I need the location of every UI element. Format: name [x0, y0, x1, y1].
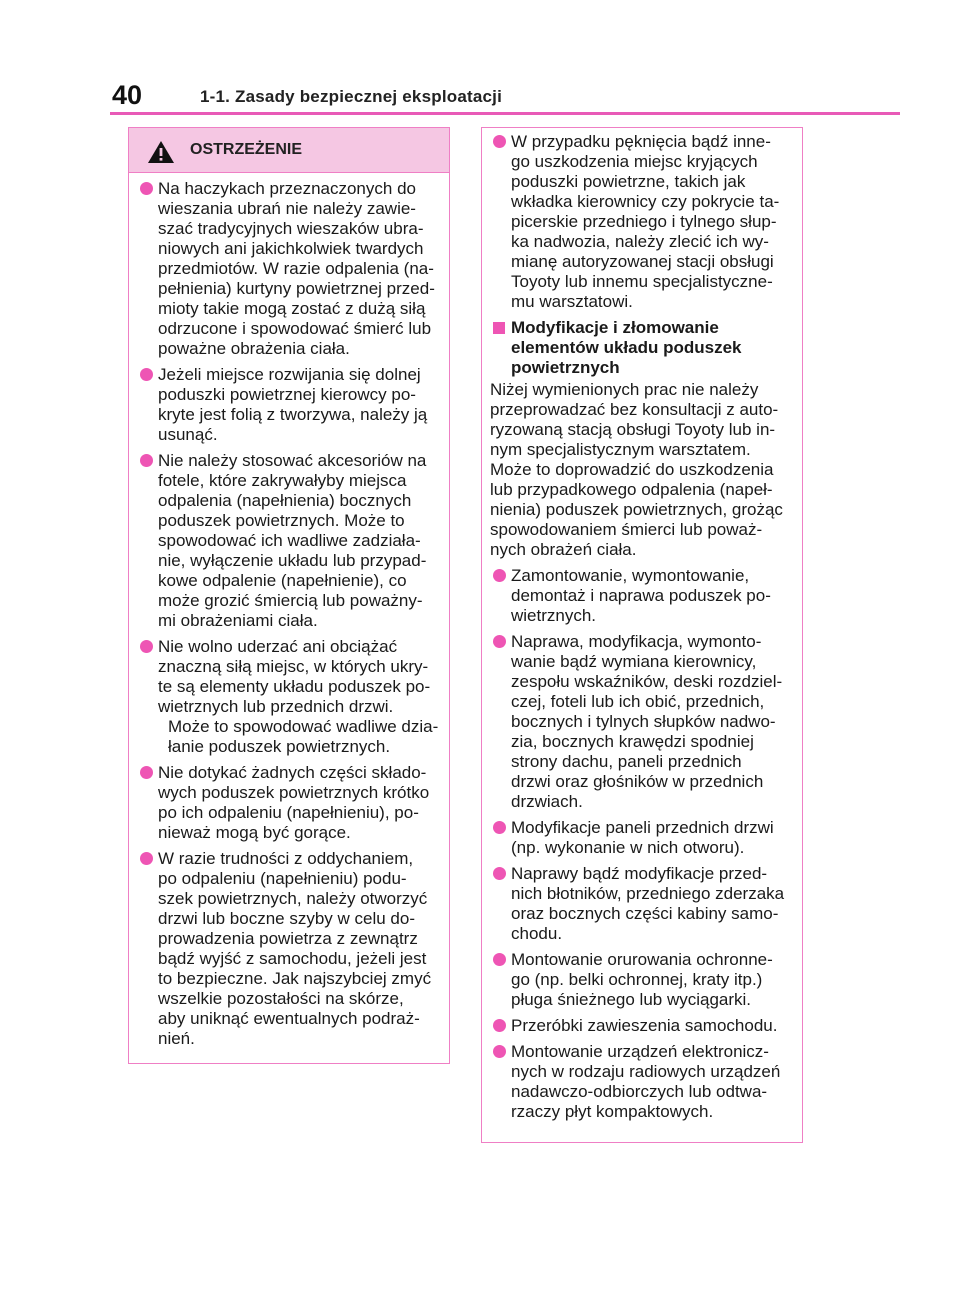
list-item: Nie wolno uderzać ani obciążać znaczną siłą miejsc, w których ukry- te są elementy układu poduszek po- wietrznych lub przednich drzwi. Może to spowodować wadliwe dzia- łanie poduszek powietrznych. [137, 637, 441, 757]
list-item: Nie dotykać żadnych części składo- wych poduszek powietrznych krótko po ich odpaleniu (napełnieniu), po- nieważ mogą być gorące. [137, 763, 441, 843]
warning-triangle-icon [147, 140, 175, 164]
chapter-title: 1-1. Zasady bezpiecznej eksploatacji [200, 87, 502, 106]
page-number: 40 [112, 80, 143, 110]
header-rule [110, 112, 900, 115]
bullet-icon [493, 135, 506, 148]
bullet-icon [140, 182, 153, 195]
list-item: Montowanie urządzeń elektronicz- nych w rodzaju radiowych urządzeń nadawczo-odbiorczych lub odtwa- rzaczy płyt kompaktowych. [490, 1042, 794, 1122]
section-paragraph: Niżej wymienionych prac nie należy przeprowadzać bez konsultacji z auto- ryzowaną stacją obsługi Toyoty lub in- nym specjalistycznym warsztatem. Może to doprowadzić do uszkodzenia lub przypadkowego odpalenia (napeł- nienia) poduszek powietrznych, grożąc spowodowaniem śmierci lub poważ- nych obrażeń ciała. [490, 380, 783, 559]
page-header [0, 0, 960, 118]
square-bullet-icon [493, 322, 505, 334]
warning-header [129, 128, 449, 173]
bullet-icon [140, 454, 153, 467]
list-item: Modyfikacje paneli przednich drzwi (np. wykonanie w nich otworu). [490, 818, 794, 858]
list-item: W razie trudności z oddychaniem, po odpaleniu (napełnieniu) podu- szek powietrznych, należy otworzyć drzwi lub boczne szyby w celu do- prowadzenia powietrza z zewnątrz bądź wyjść z samochodu, jeżeli jest to bezpieczne. Jak najszybciej zmyć wszelkie pozostałości na skórze, aby uniknąć ewentualnych podraż- nień. [137, 849, 441, 1049]
bullet-icon [140, 766, 153, 779]
bullet-icon [140, 368, 153, 381]
continuation-box [481, 127, 803, 1143]
list-item-continuation: Może to spowodować wadliwe dzia- łanie poduszek powietrznych. [168, 717, 439, 756]
bullet-icon [140, 640, 153, 653]
warning-content [129, 173, 449, 1049]
warning-box [128, 127, 450, 1064]
warning-title: OSTRZEŻENIE [190, 141, 303, 158]
list-item: Jeżeli miejsce rozwijania się dolnej poduszki powietrznej kierowcy po- kryte jest folią z tworzywa, należy ją usunąć. [137, 365, 441, 445]
continuation-content [482, 128, 802, 1122]
list-item: Montowanie orurowania ochronne- go (np. belki ochronnej, kraty itp.) pługa śnieżnego lub wyciągarki. [490, 950, 794, 1010]
list-item: Przeróbki zawieszenia samochodu. [490, 1016, 794, 1036]
list-item: Na haczykach przeznaczonych do wieszania ubrań nie należy zawie- szać tradycyjnych wieszaków ubra- niowych ani jakichkolwiek twardych przedmiotów. W razie odpalenia (na- pełnienia) kurtyny powietrznej przed- mioty takie mogą zostać z dużą siłą odrzucone i spowodować śmierć lub poważne obrażenia ciała. [137, 179, 441, 359]
bullet-icon [140, 852, 153, 865]
bullet-icon [493, 867, 506, 880]
list-item: Zamontowanie, wymontowanie, demontaż i naprawa poduszek po- wietrznych. [490, 566, 794, 626]
bullet-icon [493, 569, 506, 582]
bullet-icon [493, 1045, 506, 1058]
section-heading: Modyfikacje i złomowanie elementów układu poduszek powietrznych [490, 318, 794, 378]
bullet-icon [493, 635, 506, 648]
list-item: Nie należy stosować akcesoriów na fotele, które zakrywałyby miejsca odpalenia (napełnienia) bocznych poduszek powietrznych. Może to spowodować ich wadliwe zadziała- nie, wyłączenie układu lub przypad- kowe odpalenie (napełnienie), co może grozić śmiercią lub poważny- mi obrażeniami ciała. [137, 451, 441, 631]
list-item: W przypadku pęknięcia bądź inne- go uszkodzenia miejsc kryjących poduszki powietrzne, takich jak wkładka kierownicy czy pokrycie ta- picerskie przedniego i tylnego słup- ka nadwozia, należy zlecić ich wy- mianę autoryzowanej stacji obsługi Toyoty lub innemu specjalistyczne- mu warsztatowi. [490, 132, 794, 312]
bullet-icon [493, 821, 506, 834]
list-item: Naprawa, modyfikacja, wymonto- wanie bądź wymiana kierownicy, zespołu wskaźników, deski rozdziel- czej, foteli lub ich obić, przednich, bocznych i tylnych słupków nadwo- zia, bocznych krawędzi spodniej strony dachu, paneli przednich drzwi oraz głośników w przednich drzwiach. [490, 632, 794, 812]
bullet-icon [493, 1019, 506, 1032]
bullet-icon [493, 953, 506, 966]
list-item: Naprawy bądź modyfikacje przed- nich błotników, przedniego zderzaka oraz bocznych części kabiny samo- chodu. [490, 864, 794, 944]
